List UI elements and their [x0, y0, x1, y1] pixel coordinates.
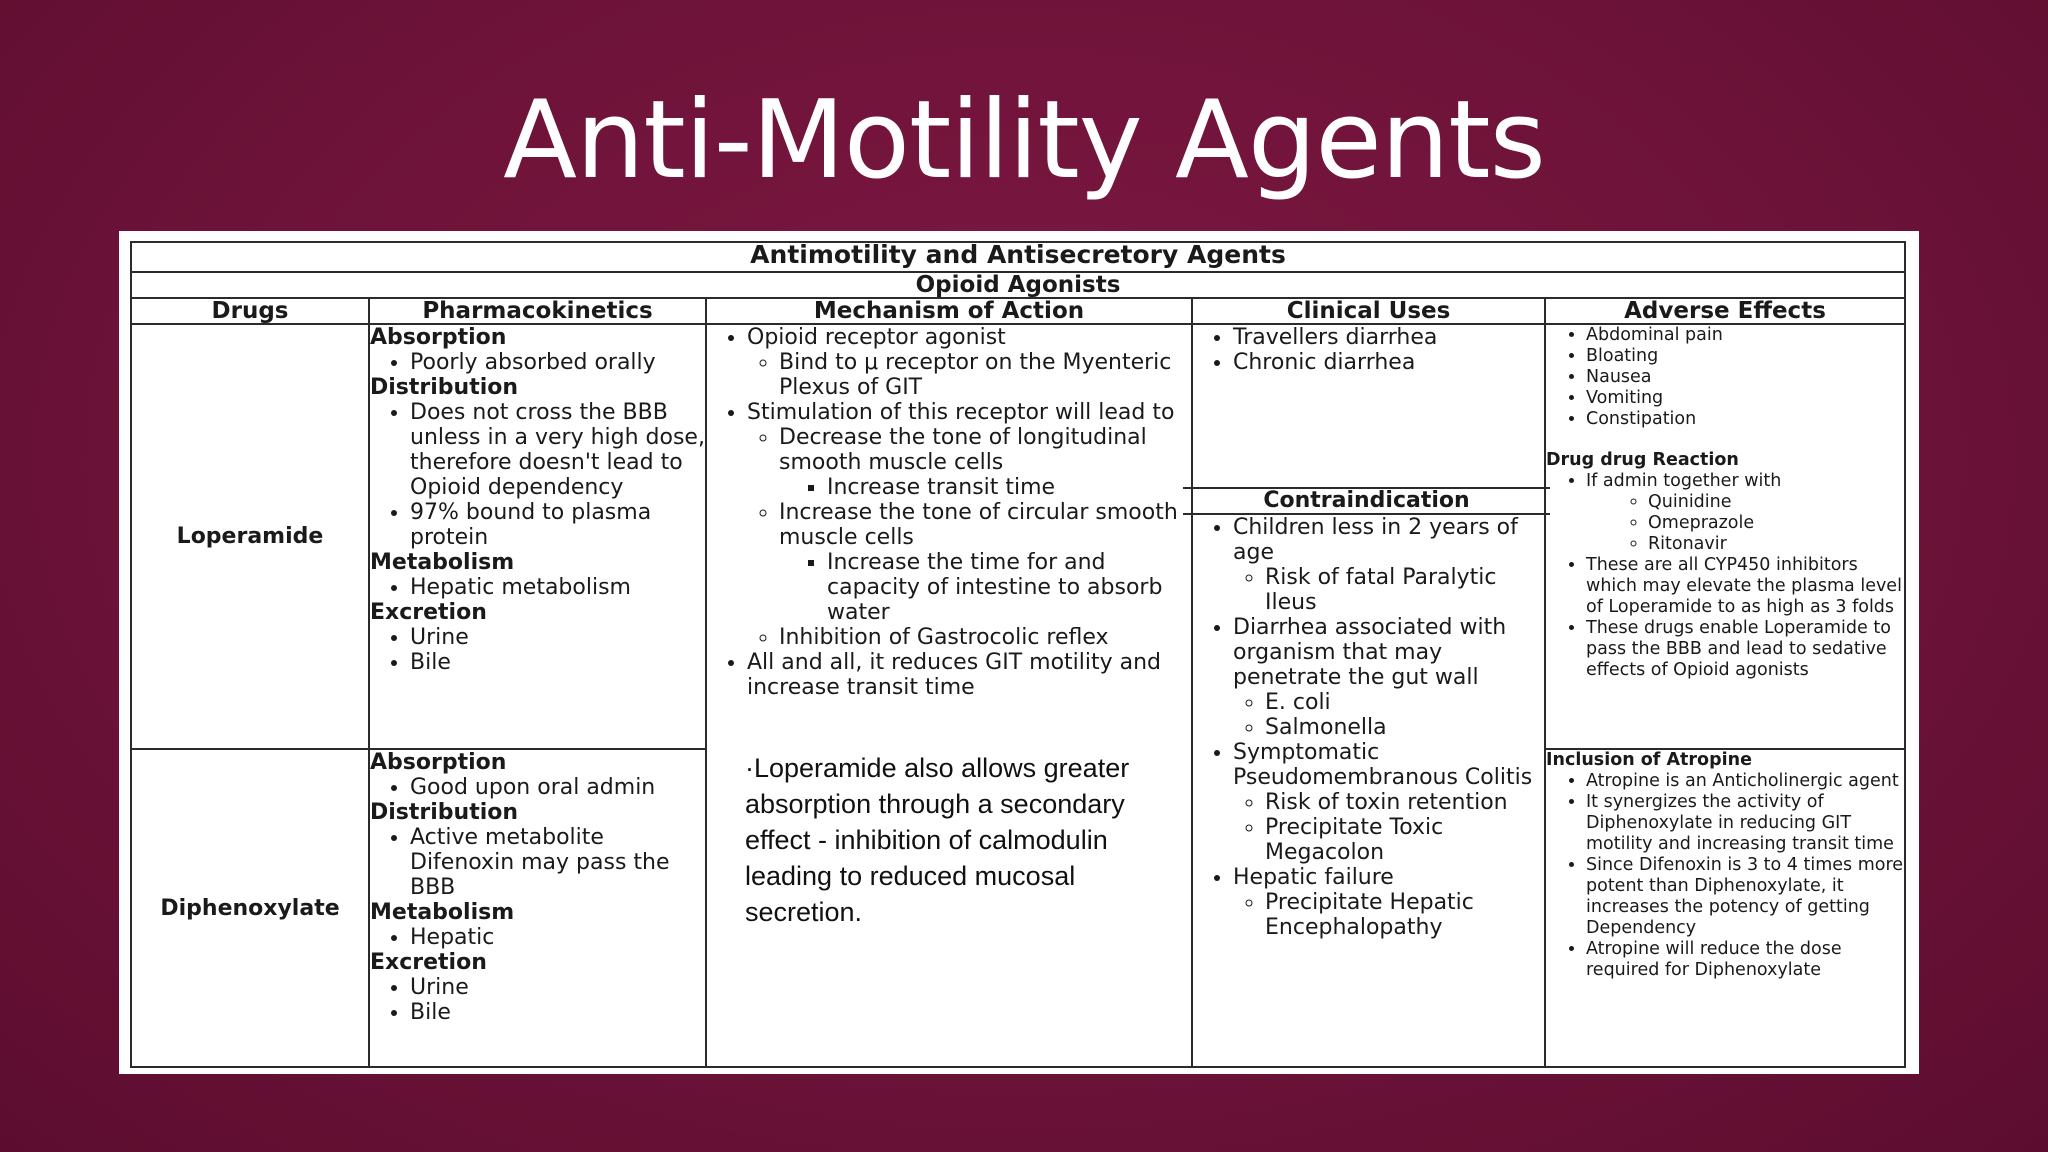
pk-label: Absorption	[370, 750, 507, 775]
list-item: ◦ E. coli	[1265, 690, 1544, 715]
contraindication-header: Contraindication	[1183, 487, 1550, 515]
slide-title: Anti-Motility Agents	[503, 78, 1545, 203]
list-item: • Bloating	[1586, 346, 1904, 367]
clinical-uses	[1192, 324, 1545, 1067]
list-item: • Urine	[410, 625, 705, 650]
table-image	[119, 231, 1919, 1074]
list-item: ◦ Salmonella	[1265, 715, 1544, 740]
mechanism-of-action	[706, 324, 1192, 1067]
list-item	[779, 500, 1191, 625]
list-item	[1233, 615, 1544, 740]
pk-label: Metabolism	[370, 900, 515, 925]
header-clinical-uses: Clinical Uses	[1192, 298, 1545, 324]
list-item: • Bile	[410, 650, 705, 675]
list-item	[747, 400, 1191, 650]
list-item: ◦ Risk of fatal Paralytic Ileus	[1265, 565, 1544, 615]
list-item: ◦ Quinidine	[1648, 492, 1904, 513]
ci-text: Symptomatic Pseudomembranous Colitis	[1233, 740, 1533, 790]
list-item: • Constipation	[1586, 409, 1904, 430]
pk-label: Excretion	[370, 600, 487, 625]
list-item: ◦ Inhibition of Gastrocolic reflex	[779, 625, 1191, 650]
list-item: • Atropine will reduce the dose required for Diphenoxylate	[1586, 939, 1904, 981]
pk-label: Distribution	[370, 375, 519, 400]
table-subtitle: Opioid Agonists	[131, 272, 1905, 298]
drug-loperamide: Loperamide	[131, 324, 369, 749]
list-item: ▪ Increase transit time	[827, 475, 1191, 500]
header-pharmacokinetics: Pharmacokinetics	[369, 298, 706, 324]
list-item: ◦ Precipitate Toxic Megacolon	[1265, 815, 1544, 865]
atropine-label: Inclusion of Atropine	[1546, 750, 1752, 770]
header-mechanism: Mechanism of Action	[706, 298, 1192, 324]
list-item: • Poorly absorbed orally	[410, 350, 705, 375]
list-item: • Does not cross the BBB unless in a very high dose, therefore doesn't lead to Opioid dependency	[410, 400, 705, 500]
list-item: • 97% bound to plasma protein	[410, 500, 705, 550]
pk-label: Metabolism	[370, 550, 515, 575]
diphenoxylate-adverse-effects	[1545, 749, 1905, 1067]
list-item: • Since Difenoxin is 3 to 4 times more potent than Diphenoxylate, it increases the potency of getting Dependency	[1586, 855, 1904, 939]
agents-table	[130, 241, 1906, 1068]
list-item: ◦ Ritonavir	[1648, 534, 1904, 555]
moa-text: Opioid receptor agonist	[747, 325, 1006, 350]
moa-text: Stimulation of this receptor will lead to	[747, 400, 1175, 425]
moa-text: Increase the tone of circular smooth muscle cells	[779, 500, 1178, 550]
list-item: • Active metabolite Difenoxin may pass the BBB	[410, 825, 705, 900]
list-item: • Atropine is an Anticholinergic agent	[1586, 771, 1904, 792]
header-adverse-effects: Adverse Effects	[1545, 298, 1905, 324]
list-item: • Travellers diarrhea	[1233, 325, 1544, 350]
list-item: • It synergizes the activity of Diphenoxylate in reducing GIT motility and increasing transit time	[1586, 792, 1904, 855]
loperamide-pharmacokinetics	[369, 324, 706, 749]
pk-label: Distribution	[370, 800, 519, 825]
list-item: ◦ Risk of toxin retention	[1265, 790, 1544, 815]
ddr-intro: If admin together with	[1586, 471, 1782, 491]
list-item	[779, 425, 1191, 500]
list-item	[1233, 865, 1544, 940]
ci-text: Hepatic failure	[1233, 865, 1394, 890]
ci-text: Children less in 2 years of age	[1233, 515, 1518, 565]
ci-text: Diarrhea associated with organism that may penetrate the gut wall	[1233, 615, 1507, 690]
list-item: • Chronic diarrhea	[1233, 350, 1544, 375]
diphenoxylate-pharmacokinetics	[369, 749, 706, 1067]
moa-text: Decrease the tone of longitudinal smooth muscle cells	[779, 425, 1147, 475]
list-item: • Hepatic metabolism	[410, 575, 705, 600]
list-item	[747, 325, 1191, 400]
list-item: • These drugs enable Loperamide to pass the BBB and lead to sedative effects of Opioid agonists	[1586, 618, 1904, 681]
ddr-label: Drug drug Reaction	[1546, 450, 1739, 470]
pk-label: Absorption	[370, 325, 507, 350]
list-item: • Urine	[410, 975, 705, 1000]
loperamide-note: ·Loperamide also allows greater absorption through a secondary effect - inhibition of calmodulin leading to reduced mucosal secretion.	[745, 753, 1130, 927]
list-item: ▪ Increase the time for and capacity of intestine to absorb water	[827, 550, 1191, 625]
list-item	[1233, 515, 1544, 615]
list-item	[1586, 471, 1904, 555]
drug-diphenoxylate: Diphenoxylate	[131, 749, 369, 1067]
list-item: • All and all, it reduces GIT motility and increase transit time	[747, 650, 1191, 700]
list-item	[1233, 740, 1544, 865]
list-item: ◦ Bind to μ receptor on the Myenteric Plexus of GIT	[779, 350, 1191, 400]
list-item: ◦ Precipitate Hepatic Encephalopathy	[1265, 890, 1544, 940]
list-item: • Hepatic	[410, 925, 705, 950]
list-item: • Vomiting	[1586, 388, 1904, 409]
pk-label: Excretion	[370, 950, 487, 975]
list-item: • Bile	[410, 1000, 705, 1025]
list-item: • Abdominal pain	[1586, 325, 1904, 346]
list-item: • Good upon oral admin	[410, 775, 705, 800]
list-item: ◦ Omeprazole	[1648, 513, 1904, 534]
table-title: Antimotility and Antisecretory Agents	[131, 242, 1905, 272]
loperamide-adverse-effects	[1545, 324, 1905, 749]
list-item: • Nausea	[1586, 367, 1904, 388]
list-item: • These are all CYP450 inhibitors which may elevate the plasma level of Loperamide to as high as 3 folds	[1586, 555, 1904, 618]
header-drugs: Drugs	[131, 298, 369, 324]
